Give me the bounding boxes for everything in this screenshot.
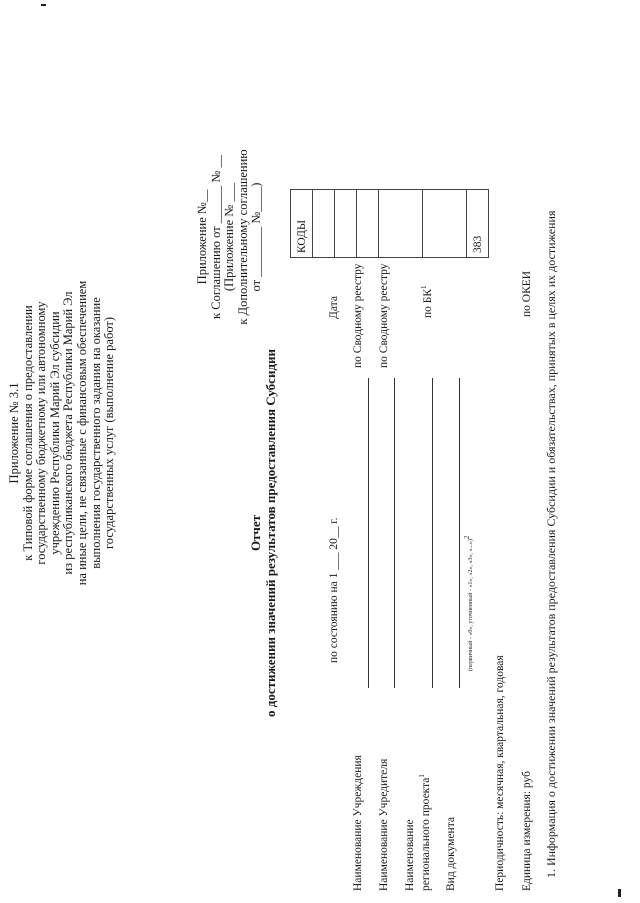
codes-header: КОДЫ bbox=[291, 190, 313, 258]
agreement-line: к Соглашению от ______ № __ bbox=[208, 155, 223, 319]
appendix-line: выполнения государственного задания на оказание bbox=[88, 297, 103, 569]
appendix-line: Приложение № 3.1 bbox=[7, 382, 21, 484]
project-label-text: регионального проекта bbox=[419, 777, 432, 891]
doc-type-label: Вид документа bbox=[445, 817, 457, 891]
institution-label: Наименование Учреждения bbox=[352, 755, 364, 891]
appendix-line: к Типовой форме соглашения о предоставлении bbox=[20, 305, 35, 561]
project-input-line[interactable] bbox=[432, 378, 433, 688]
date-label: Дата bbox=[328, 296, 340, 319]
reestr-label-2: по Сводному реестру bbox=[378, 263, 390, 368]
periodicity-label: Периодичность: месячная, квартальная, годовая bbox=[494, 655, 506, 891]
bk-label-text: по БК bbox=[421, 288, 434, 318]
code-cell-reestr-2[interactable] bbox=[357, 190, 379, 258]
doc-type-hint-text: (первичный - «0», уточненный - «1», «2», «3», «...») bbox=[468, 539, 474, 671]
bk-footnote-mark: 1 bbox=[420, 285, 428, 289]
codes-table bbox=[290, 189, 489, 258]
bk-label bbox=[420, 285, 434, 318]
report-title-line1: Отчет bbox=[248, 515, 263, 551]
project-label-line1: Наименование bbox=[404, 819, 416, 891]
code-cell-reestr-1[interactable] bbox=[335, 190, 357, 258]
founder-label: Наименование Учредителя bbox=[378, 758, 390, 891]
report-title bbox=[248, 323, 278, 743]
agreement-line: Приложение №__ bbox=[195, 189, 209, 285]
project-label-line2 bbox=[418, 774, 432, 891]
doc-type-input-line[interactable] bbox=[459, 378, 460, 688]
reestr-label-1: по Сводному реестру bbox=[352, 263, 364, 368]
section-1-heading: 1. Информация о достижении значений результатов предоставления Субсидии и обязательствах, принятых в целях их достижения bbox=[544, 210, 558, 878]
agreement-appendix-block bbox=[196, 137, 264, 337]
doc-type-footnote-mark: 2 bbox=[463, 535, 471, 540]
institution-input-line[interactable] bbox=[368, 378, 369, 688]
founder-input-line[interactable] bbox=[394, 378, 395, 688]
unit-label: Единица измерения: руб bbox=[521, 771, 533, 891]
agreement-line: к Дополнительному соглашению bbox=[235, 149, 250, 325]
doc-type-hint bbox=[463, 536, 474, 671]
appendix-header bbox=[8, 53, 117, 813]
code-cell-doc-type[interactable] bbox=[423, 190, 467, 258]
agreement-line: от ________ №____) bbox=[249, 182, 264, 292]
as-of-date: по состоянию на 1 ___ 20__ г. bbox=[328, 517, 340, 663]
appendix-line: на иные цели, не связанные с финансовым обеспечением bbox=[74, 280, 89, 586]
agreement-line: (Приложение № ___ bbox=[222, 182, 237, 292]
appendix-line: учреждению Республики Марий Эл субсидии bbox=[47, 311, 62, 555]
appendix-line: государственному бюджетному или автономному bbox=[34, 301, 49, 565]
appendix-line: государственных услуг (выполнение работ) bbox=[102, 316, 117, 550]
code-cell-date[interactable] bbox=[313, 190, 335, 258]
code-cell-okei: 383 bbox=[467, 190, 489, 258]
report-title-line2: о достижении значений результатов предоставления Субсидии bbox=[263, 349, 278, 717]
appendix-line: из республиканского бюджета Республики Марий Эл bbox=[61, 291, 76, 575]
okei-label: по ОКЕИ bbox=[521, 270, 533, 317]
project-footnote-mark: 1 bbox=[418, 774, 426, 778]
code-cell-bk[interactable] bbox=[379, 190, 423, 258]
